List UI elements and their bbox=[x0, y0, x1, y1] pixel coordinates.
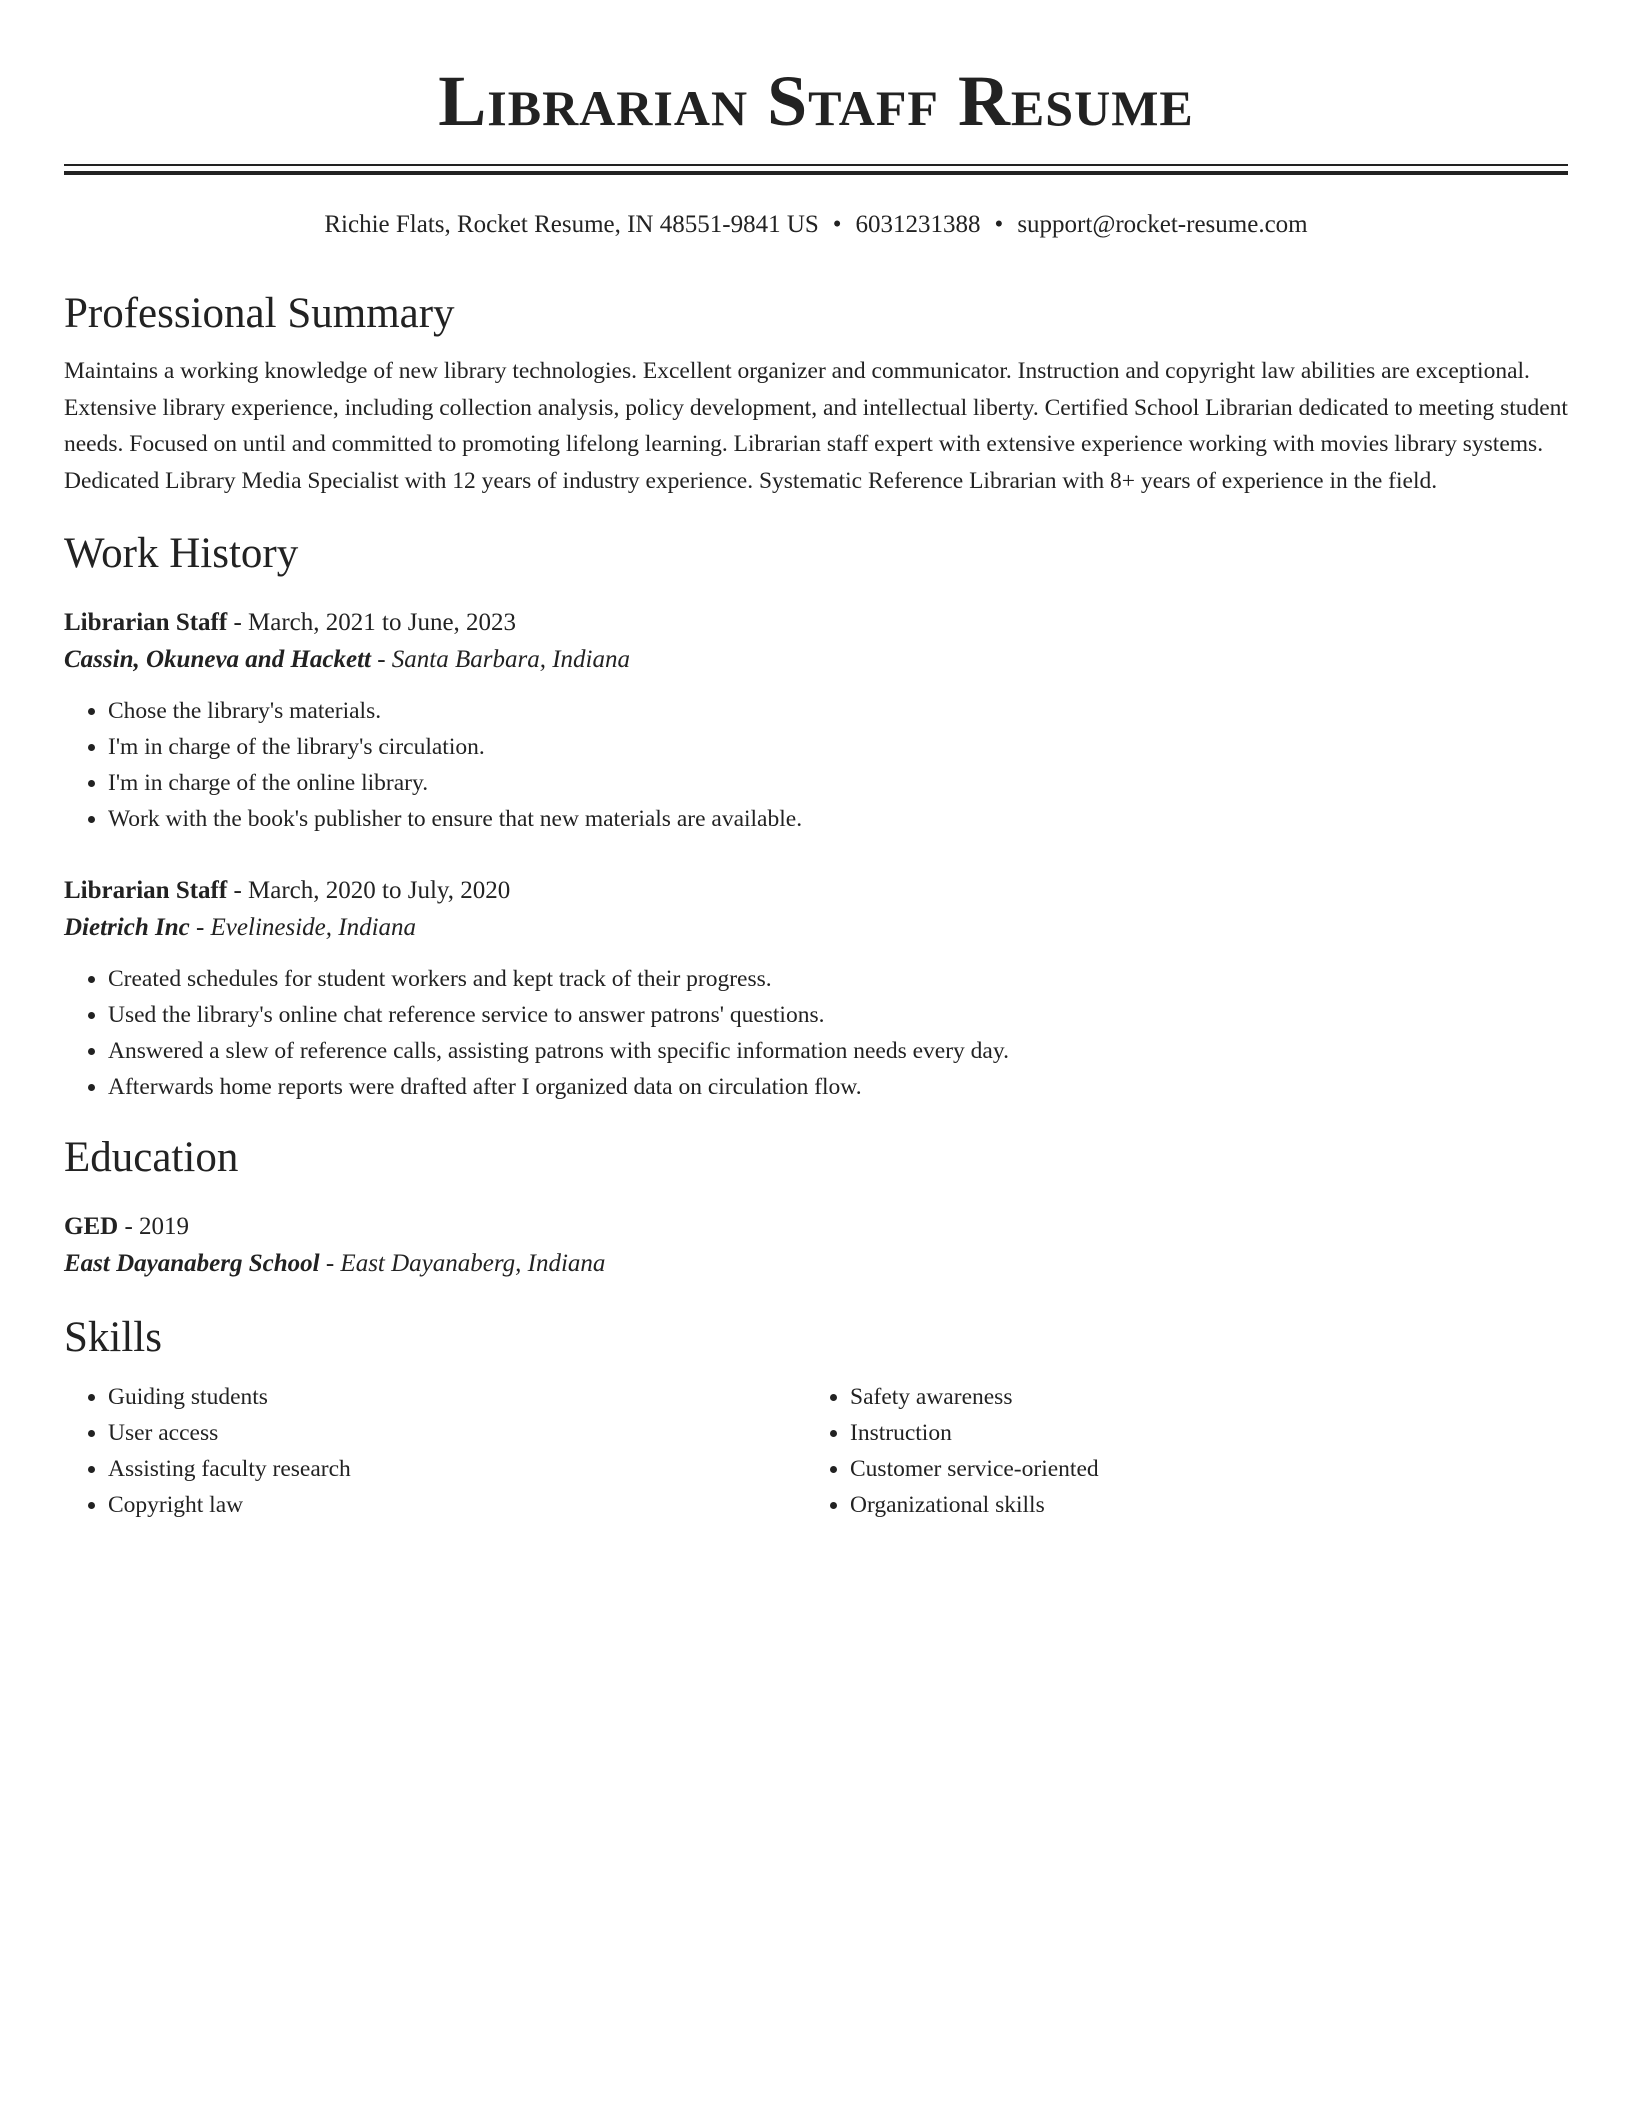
job-duty: • Work with the book's publisher to ensure that new materials are available. bbox=[108, 801, 1568, 837]
education-entry bbox=[64, 1209, 1568, 1283]
contact-line bbox=[64, 209, 1568, 241]
job-duty: • Used the library's online chat reference service to answer patrons' questions. bbox=[108, 997, 1568, 1033]
job-entry bbox=[64, 873, 1568, 1105]
title-rule-thick bbox=[64, 171, 1568, 175]
school-line bbox=[64, 1245, 1568, 1283]
contact-phone: 6031231388 bbox=[855, 211, 981, 238]
skills-list-right bbox=[806, 1379, 1548, 1523]
contact-address: Richie Flats, Rocket Resume, IN 48551-9841 US bbox=[324, 211, 819, 238]
job-duties-list bbox=[64, 693, 1568, 837]
work-history-heading: Work History bbox=[64, 530, 299, 577]
skills-heading: Skills bbox=[64, 1314, 162, 1361]
skill-item: • Assisting faculty research bbox=[108, 1451, 806, 1487]
job-location: - Santa Barbara, Indiana bbox=[370, 646, 631, 673]
skill-item: • Copyright law bbox=[108, 1487, 806, 1523]
job-company: Dietrich Inc bbox=[64, 914, 190, 941]
job-dates: - March, 2020 to July, 2020 bbox=[227, 877, 511, 904]
degree-line bbox=[64, 1209, 1568, 1245]
job-title: Librarian Staff bbox=[64, 609, 228, 636]
school-location: - East Dayanaberg, Indiana bbox=[319, 1250, 606, 1277]
job-location: - Evelineside, Indiana bbox=[189, 914, 417, 941]
job-company-line bbox=[64, 909, 1568, 947]
skill-item: • Organizational skills bbox=[850, 1487, 1548, 1523]
job-entry bbox=[64, 605, 1568, 837]
job-company: Cassin, Okuneva and Hackett bbox=[64, 646, 371, 673]
title-rule-thin bbox=[64, 164, 1568, 166]
school-name: East Dayanaberg School bbox=[64, 1250, 320, 1277]
job-duty: • Created schedules for student workers and kept track of their progress. bbox=[108, 961, 1568, 997]
skill-item: • Safety awareness bbox=[850, 1379, 1548, 1415]
skill-item: • User access bbox=[108, 1415, 806, 1451]
contact-email: support@rocket-resume.com bbox=[1017, 211, 1308, 238]
job-duty: • Afterwards home reports were drafted after I organized data on circulation flow. bbox=[108, 1069, 1568, 1105]
degree: GED bbox=[64, 1213, 119, 1240]
job-duty: • I'm in charge of the library's circulation. bbox=[108, 729, 1568, 765]
job-company-line bbox=[64, 641, 1568, 679]
skill-item: • Instruction bbox=[850, 1415, 1548, 1451]
job-dates: - March, 2021 to June, 2023 bbox=[227, 609, 517, 636]
skill-item: • Guiding students bbox=[108, 1379, 806, 1415]
skills-list-left bbox=[64, 1379, 806, 1523]
education-heading: Education bbox=[64, 1134, 239, 1181]
job-duty: • I'm in charge of the online library. bbox=[108, 765, 1568, 801]
skills-columns bbox=[64, 1379, 1568, 1523]
job-duty: • Chose the library's materials. bbox=[108, 693, 1568, 729]
job-title-line bbox=[64, 605, 1568, 641]
contact-separator: • bbox=[832, 211, 842, 238]
summary-text: Maintains a working knowledge of new library technologies. Excellent organizer and communicator. Instruction and copyright law abilities are exceptional. Extensive library experience, including collection analysis, policy development, and intellectual liberty. Certified School Librarian dedicated to meeting student needs. Focused on until and committed to promoting lifelong learning. Librarian staff expert with extensive experience working with movies library systems. Dedicated Library Media Specialist with 12 years of industry experience. Systematic Reference Librarian with 8+ years of experience in the field. bbox=[64, 358, 1568, 494]
skill-item: • Customer service-oriented bbox=[850, 1451, 1548, 1487]
job-title: Librarian Staff bbox=[64, 877, 228, 904]
summary-heading: Professional Summary bbox=[64, 290, 455, 337]
job-title-line bbox=[64, 873, 1568, 909]
resume-title: Librarian Staff Resume bbox=[438, 61, 1194, 141]
job-duty: • Answered a slew of reference calls, assisting patrons with specific information needs every day. bbox=[108, 1033, 1568, 1069]
degree-year: - 2019 bbox=[118, 1213, 190, 1240]
contact-separator: • bbox=[994, 211, 1004, 238]
job-duties-list bbox=[64, 961, 1568, 1105]
